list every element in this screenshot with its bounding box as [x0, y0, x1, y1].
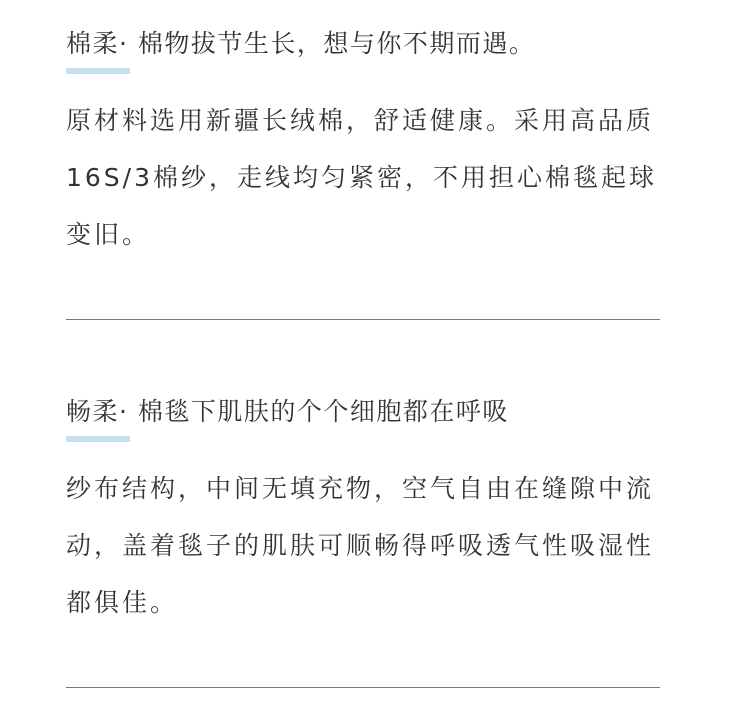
heading-accent-bar	[66, 68, 130, 74]
heading-accent-bar	[66, 436, 130, 442]
section-divider	[66, 687, 660, 688]
section-heading: 畅柔· 棉毯下肌肤的个个细胞都在呼吸	[66, 397, 509, 426]
section-body-text: 原材料选用新疆长绒棉，舒适健康。采用高品质16S/3棉纱，走线均匀紧密，不用担心棉毯起球变旧。	[66, 106, 658, 249]
feature-section-cotton-soft	[66, 24, 660, 263]
feature-section-breathable	[66, 392, 660, 631]
section-heading: 棉柔· 棉物拔节生长，想与你不期而遇。	[66, 29, 536, 58]
section-divider	[66, 319, 660, 320]
section-body-text: 纱布结构，中间无填充物，空气自由在缝隙中流动，盖着毯子的肌肤可顺畅得呼吸透气性吸湿性都俱佳。	[66, 474, 655, 617]
